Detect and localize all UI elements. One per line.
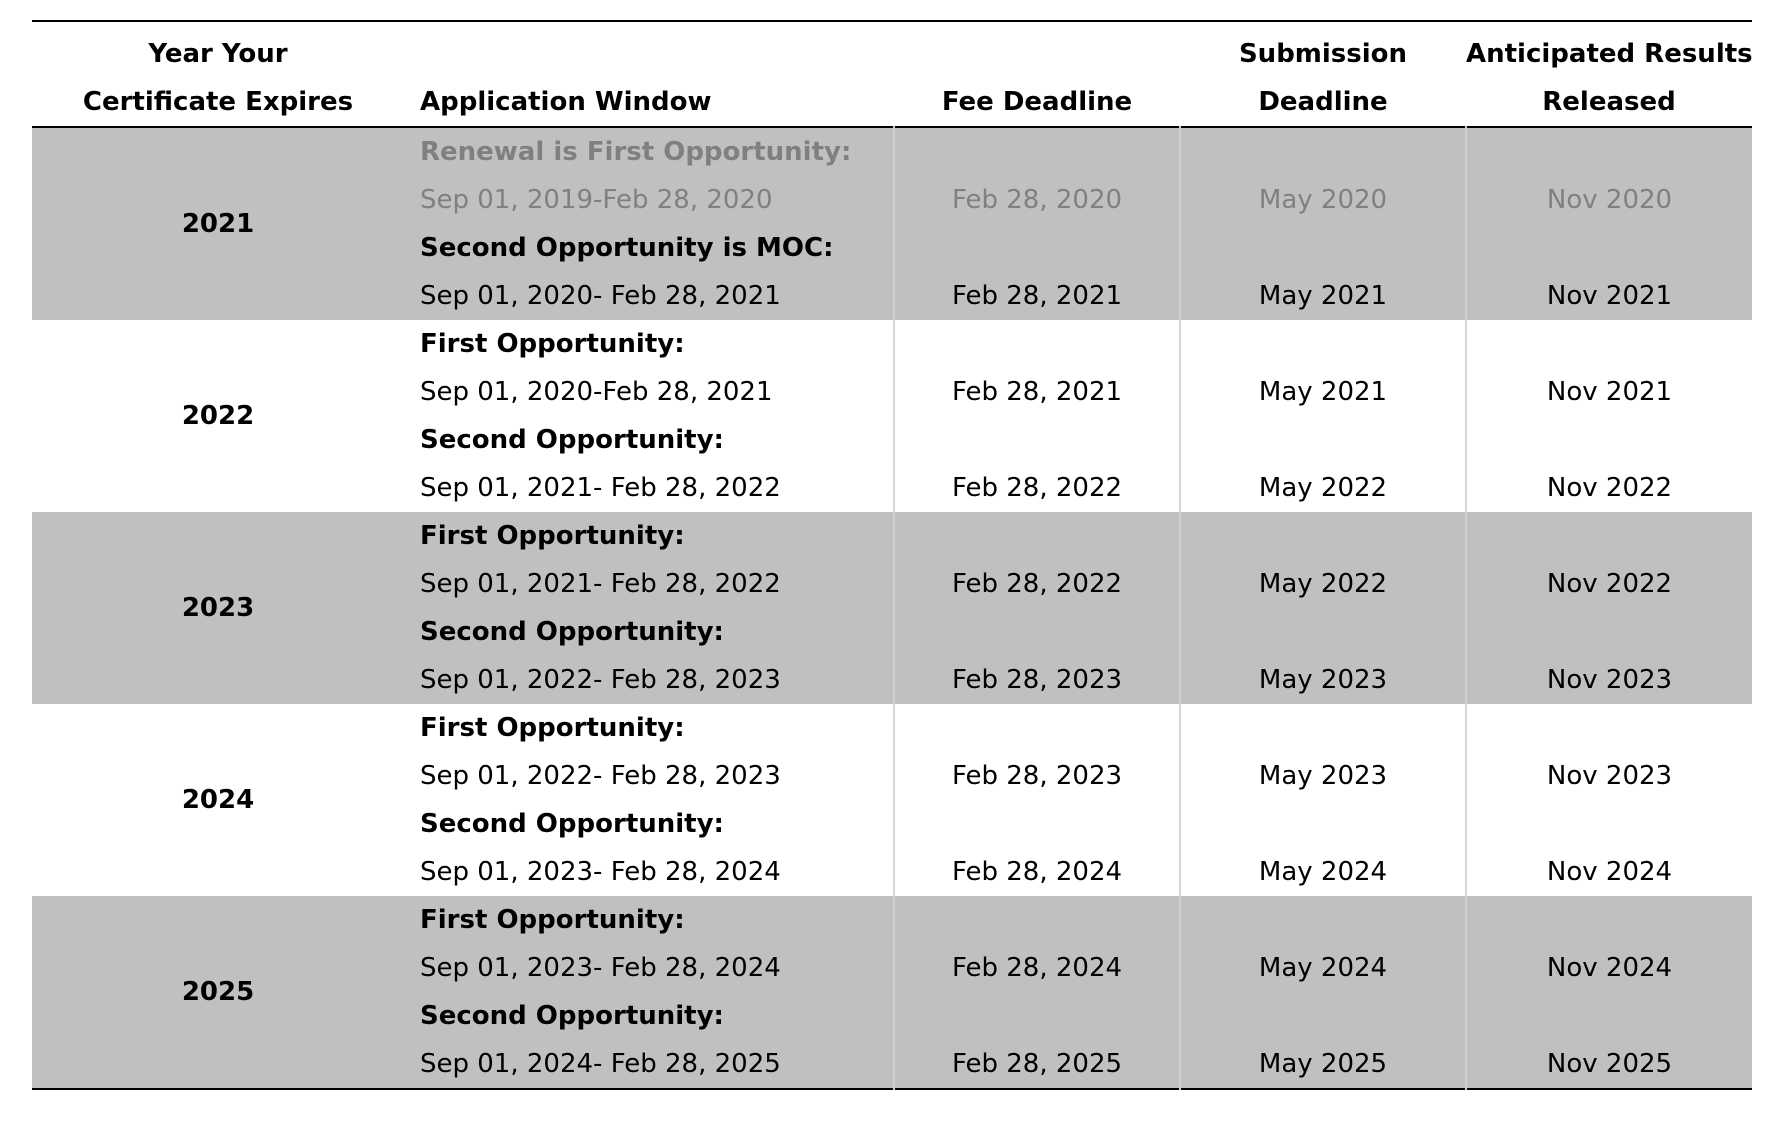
second-results-released: Nov 2023 bbox=[1546, 665, 1673, 695]
table-row bbox=[32, 704, 1752, 896]
first-fee-deadline: Feb 28, 2024 bbox=[951, 953, 1123, 983]
second-results-released: Nov 2021 bbox=[1546, 281, 1673, 311]
fee-deadline-cell bbox=[894, 127, 1180, 320]
expiry-year-cell bbox=[32, 127, 404, 320]
fee-deadline-cell bbox=[894, 320, 1180, 512]
fee-deadline-cell bbox=[894, 704, 1180, 896]
expiry-year-cell bbox=[32, 896, 404, 1089]
header-results-line1: Anticipated Results bbox=[1466, 39, 1753, 69]
first-window-dates: Sep 01, 2021- Feb 28, 2022 bbox=[420, 569, 781, 599]
application-window-cell bbox=[404, 512, 894, 704]
first-results-released: Nov 2022 bbox=[1546, 569, 1673, 599]
header-results-line2: Released bbox=[1542, 87, 1676, 117]
results-released-cell bbox=[1466, 127, 1752, 320]
application-window-cell bbox=[404, 127, 894, 320]
second-opportunity-label: Second Opportunity: bbox=[420, 617, 724, 647]
second-opportunity-label: Second Opportunity: bbox=[420, 425, 724, 455]
header-submission-line1: Submission bbox=[1238, 39, 1408, 69]
header-row bbox=[32, 21, 1752, 127]
second-window-dates: Sep 01, 2021- Feb 28, 2022 bbox=[420, 473, 781, 503]
expiry-year: 2024 bbox=[181, 785, 255, 815]
first-opportunity-label: First Opportunity: bbox=[420, 905, 685, 935]
first-window-dates: Sep 01, 2023- Feb 28, 2024 bbox=[420, 953, 781, 983]
first-opportunity-label: First Opportunity: bbox=[420, 521, 685, 551]
application-window-cell bbox=[404, 896, 894, 1089]
second-results-released: Nov 2024 bbox=[1546, 857, 1673, 887]
results-released-cell bbox=[1466, 704, 1752, 896]
certification-schedule bbox=[32, 20, 1752, 1090]
second-fee-deadline: Feb 28, 2023 bbox=[951, 665, 1123, 695]
first-opportunity-label: First Opportunity: bbox=[420, 713, 685, 743]
expiry-year: 2022 bbox=[181, 401, 255, 431]
results-released-cell bbox=[1466, 896, 1752, 1089]
header-year bbox=[32, 21, 404, 127]
second-submission-deadline: May 2025 bbox=[1258, 1049, 1388, 1079]
first-submission-deadline: May 2021 bbox=[1258, 377, 1388, 407]
first-opportunity-label: First Opportunity: bbox=[420, 329, 685, 359]
first-fee-deadline: Feb 28, 2020 bbox=[951, 185, 1123, 215]
renewal-schedule-table bbox=[32, 20, 1752, 1090]
header-window-label: Application Window bbox=[420, 87, 712, 117]
first-results-released: Nov 2023 bbox=[1546, 761, 1673, 791]
expiry-year-cell bbox=[32, 320, 404, 512]
second-fee-deadline: Feb 28, 2022 bbox=[951, 473, 1123, 503]
second-submission-deadline: May 2021 bbox=[1258, 281, 1388, 311]
second-submission-deadline: May 2024 bbox=[1258, 857, 1388, 887]
expiry-year: 2023 bbox=[181, 593, 255, 623]
second-window-dates: Sep 01, 2020- Feb 28, 2021 bbox=[420, 281, 781, 311]
second-window-dates: Sep 01, 2022- Feb 28, 2023 bbox=[420, 665, 781, 695]
header-submission-line2: Deadline bbox=[1258, 87, 1388, 117]
submission-deadline-cell bbox=[1180, 704, 1466, 896]
results-released-cell bbox=[1466, 320, 1752, 512]
results-released-cell bbox=[1466, 512, 1752, 704]
header-year-line1: Year Your bbox=[148, 39, 288, 69]
second-opportunity-label: Second Opportunity is MOC: bbox=[420, 233, 834, 263]
second-window-dates: Sep 01, 2023- Feb 28, 2024 bbox=[420, 857, 781, 887]
expiry-year-cell bbox=[32, 704, 404, 896]
fee-deadline-cell bbox=[894, 896, 1180, 1089]
second-opportunity-label: Second Opportunity: bbox=[420, 1001, 724, 1031]
second-opportunity-label: Second Opportunity: bbox=[420, 809, 724, 839]
header-results bbox=[1466, 21, 1752, 127]
first-window-dates: Sep 01, 2020-Feb 28, 2021 bbox=[420, 377, 773, 407]
first-results-released: Nov 2020 bbox=[1546, 185, 1673, 215]
application-window-cell bbox=[404, 320, 894, 512]
first-results-released: Nov 2021 bbox=[1546, 377, 1673, 407]
header-submission bbox=[1180, 21, 1466, 127]
header-year-line2: Certificate Expires bbox=[82, 87, 354, 117]
table-body bbox=[32, 127, 1752, 1089]
second-submission-deadline: May 2023 bbox=[1258, 665, 1388, 695]
header-fee-label: Fee Deadline bbox=[941, 87, 1133, 117]
second-fee-deadline: Feb 28, 2025 bbox=[951, 1049, 1123, 1079]
second-fee-deadline: Feb 28, 2024 bbox=[951, 857, 1123, 887]
first-window-dates: Sep 01, 2019-Feb 28, 2020 bbox=[420, 185, 773, 215]
submission-deadline-cell bbox=[1180, 512, 1466, 704]
table-row bbox=[32, 127, 1752, 320]
first-submission-deadline: May 2024 bbox=[1258, 953, 1388, 983]
expiry-year: 2025 bbox=[181, 977, 255, 1007]
second-submission-deadline: May 2022 bbox=[1258, 473, 1388, 503]
first-fee-deadline: Feb 28, 2023 bbox=[951, 761, 1123, 791]
second-window-dates: Sep 01, 2024- Feb 28, 2025 bbox=[420, 1049, 781, 1079]
expiry-year-cell bbox=[32, 512, 404, 704]
first-results-released: Nov 2024 bbox=[1546, 953, 1673, 983]
table-row bbox=[32, 512, 1752, 704]
table-row bbox=[32, 896, 1752, 1089]
table-row bbox=[32, 320, 1752, 512]
first-submission-deadline: May 2023 bbox=[1258, 761, 1388, 791]
second-fee-deadline: Feb 28, 2021 bbox=[951, 281, 1123, 311]
application-window-cell bbox=[404, 704, 894, 896]
expiry-year: 2021 bbox=[181, 209, 255, 239]
first-submission-deadline: May 2020 bbox=[1258, 185, 1388, 215]
first-fee-deadline: Feb 28, 2021 bbox=[951, 377, 1123, 407]
second-results-released: Nov 2025 bbox=[1546, 1049, 1673, 1079]
table-header bbox=[32, 21, 1752, 127]
submission-deadline-cell bbox=[1180, 320, 1466, 512]
first-window-dates: Sep 01, 2022- Feb 28, 2023 bbox=[420, 761, 781, 791]
submission-deadline-cell bbox=[1180, 896, 1466, 1089]
first-opportunity-label: Renewal is First Opportunity: bbox=[420, 137, 852, 167]
first-fee-deadline: Feb 28, 2022 bbox=[951, 569, 1123, 599]
first-submission-deadline: May 2022 bbox=[1258, 569, 1388, 599]
header-window bbox=[404, 21, 894, 127]
header-fee bbox=[894, 21, 1180, 127]
fee-deadline-cell bbox=[894, 512, 1180, 704]
second-results-released: Nov 2022 bbox=[1546, 473, 1673, 503]
submission-deadline-cell bbox=[1180, 127, 1466, 320]
